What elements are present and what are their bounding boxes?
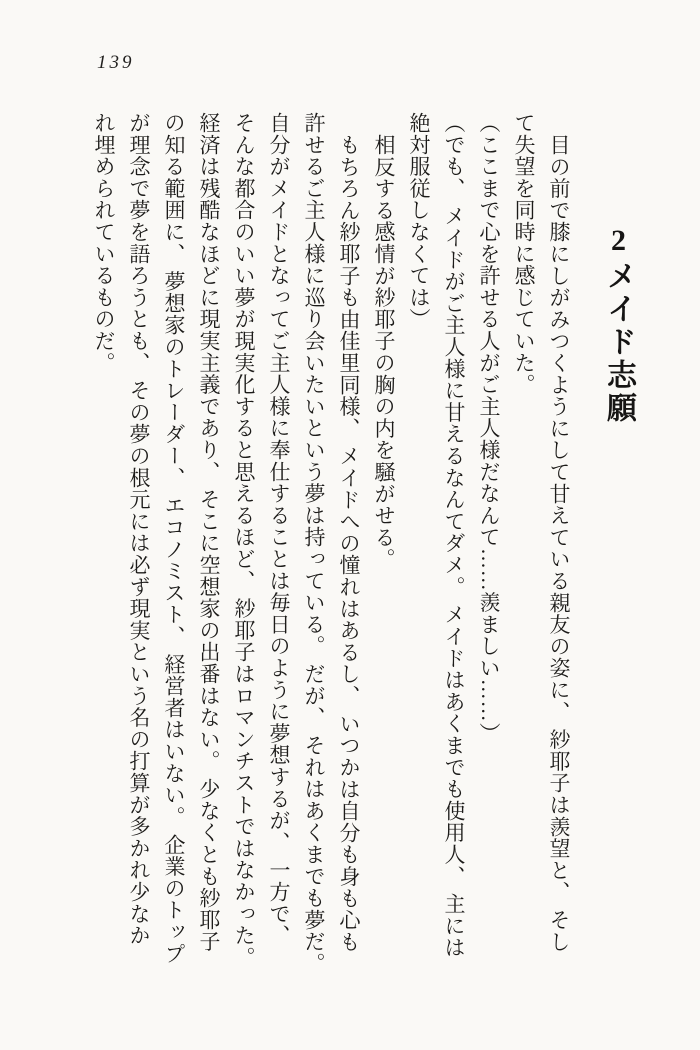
- chapter-number: 2: [602, 224, 635, 260]
- text-line: （ここまで心を許せる人がご主人様だなんて……羨ましい……）: [477, 112, 501, 745]
- text-line: 自分がメイドとなってご主人様に奉仕することは毎日のように夢想するが、 一方で、: [267, 112, 291, 947]
- text-block: [86, 112, 650, 1017]
- text-line: 相反する感情が紗耶子の胸の内を騒がせる。: [372, 134, 396, 570]
- chapter-heading: [596, 112, 640, 1017]
- text-line: 許せるご主人様に巡り会いたいという夢は持っている。 だが、 それはあくまでも夢だ。: [302, 112, 326, 975]
- text-line: の知る範囲に、 夢想家のトレーダー、 エコノミスト、 経営者はいない。 企業のトップ: [162, 112, 186, 965]
- text-line: そんな都合のいい夢が現実化すると思えるほど、 紗耶子はロマンチストではなかった。: [232, 112, 256, 969]
- text-line: が理念で夢を語ろうとも、 その夢の根元には必ず現実という名の打算が多かれ少なか: [127, 112, 151, 947]
- text-line: もちろん紗耶子も由佳里同様、 メイドへの憧れはあるし、 いつかは自分も身も心も: [337, 134, 361, 953]
- text-line: 目の前で膝にしがみつくようにして甘えている親友の姿に、 紗耶子は羨望と、 そし: [547, 134, 571, 953]
- text-line: れ埋められているものだ。: [92, 112, 116, 374]
- text-line: て失望を同時に感じていた。: [512, 112, 536, 396]
- text-line: （でも、 メイドがご主人様に甘えるなんてダメ。 メイドはあくまでも使用人、 主には: [442, 112, 466, 959]
- page-number: 139: [97, 52, 135, 73]
- text-line: 絶対服従しなくては）: [407, 112, 431, 330]
- chapter-title: メイド志願: [602, 260, 635, 425]
- text-line: 経済は残酷なほどに現実主義であり、 そこに空想家の出番はない。 少なくとも紗耶子: [197, 112, 221, 953]
